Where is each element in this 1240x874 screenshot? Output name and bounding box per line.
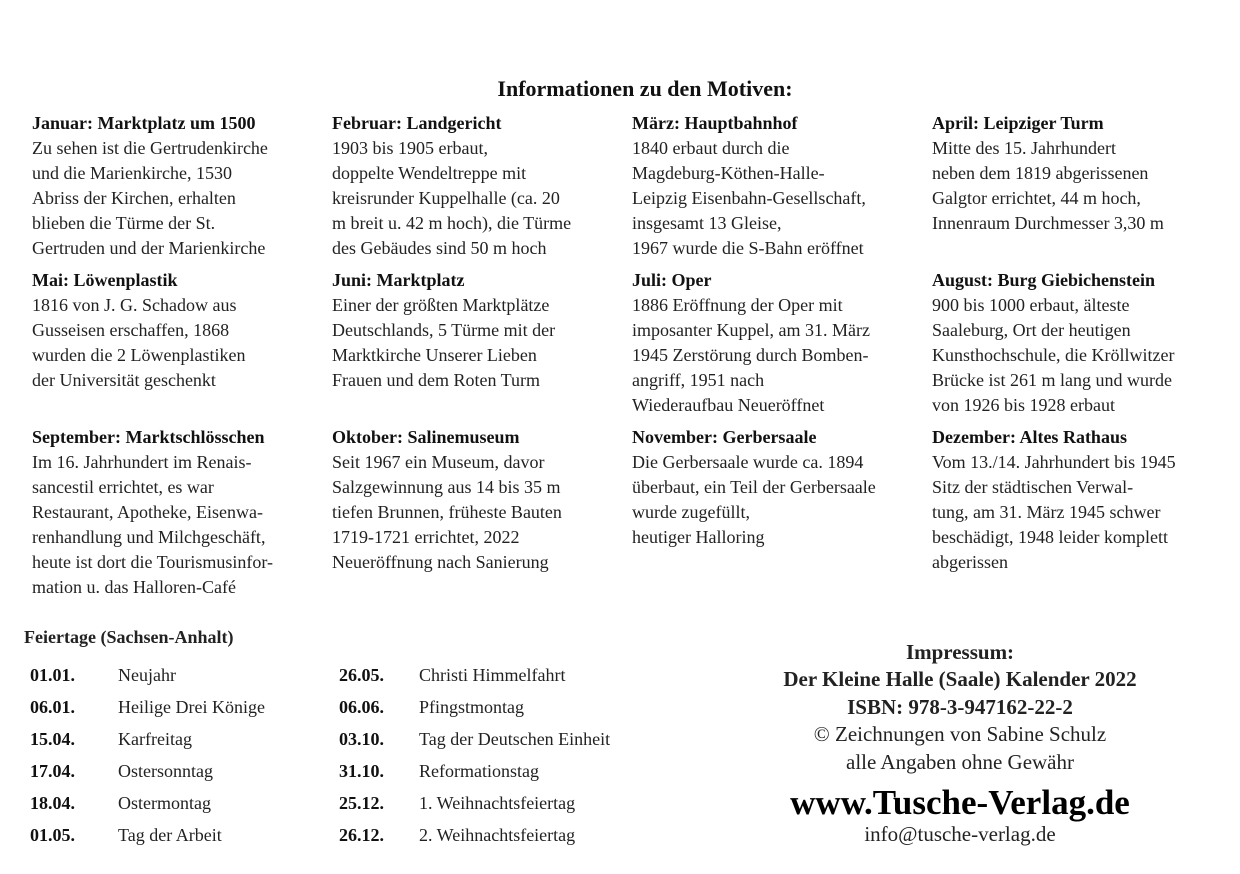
motif-heading: Mai: Löwenplastik xyxy=(32,270,178,290)
holiday-row xyxy=(339,793,575,813)
motif-description: 900 bis 1000 erbaut, älteste Saaleburg, Ort der heutigen Kunsthochschule, die Kröllwitzer Brücke ist 261 m lang und wurde von 1926 bis 1928 erbaut xyxy=(932,295,1175,415)
holiday-date: 06.01. xyxy=(30,697,75,717)
holiday-date: 26.12. xyxy=(339,825,384,845)
motif-heading: Juli: Oper xyxy=(632,270,712,290)
holiday-row xyxy=(339,697,524,717)
motif-heading: Dezember: Altes Rathaus xyxy=(932,427,1127,447)
holiday-name: Karfreitag xyxy=(118,729,192,749)
holiday-name: Tag der Arbeit xyxy=(118,825,222,845)
motif-description: Im 16. Jahrhundert im Renais- sancestil errichtet, es war Restaurant, Apotheke, Eisenwa- renhandlung und Milchgeschäft, heute ist dort die Tourismusinfor- mation u. das Halloren-Café xyxy=(32,452,274,597)
email-link[interactable]: info@tusche-verlag.de xyxy=(864,822,1056,846)
motif-description: 1840 erbaut durch die Magdeburg-Köthen-Halle- Leipzig Eisenbahn-Gesellschaft, insgesamt 13 Gleise, 1967 wurde die S-Bahn eröffnet xyxy=(632,138,866,258)
motif-description: Zu sehen ist die Gertrudenkirche und die Marienkirche, 1530 Abriss der Kirchen, erhalten blieben die Türme der St. Gertruden und der Marienkirche xyxy=(32,138,268,258)
holiday-name: Ostersonntag xyxy=(118,761,213,781)
motif-entry xyxy=(632,425,922,550)
holiday-row xyxy=(30,665,176,685)
holiday-name: Ostermontag xyxy=(118,793,211,813)
holiday-row xyxy=(339,665,565,685)
motif-description: Seit 1967 ein Museum, davor Salzgewinnung aus 14 bis 35 m tiefen Brunnen, früheste Bauten 1719-1721 errichtet, 2022 Neueröffnung nach Sanierung xyxy=(332,452,562,572)
holiday-date: 15.04. xyxy=(30,729,75,749)
motif-heading: Juni: Marktplatz xyxy=(332,270,465,290)
impressum-calendar-name: Der Kleine Halle (Saale) Kalender 2022 xyxy=(783,667,1137,691)
motif-description: 1886 Eröffnung der Oper mit imposanter Kuppel, am 31. März 1945 Zerstörung durch Bomben- angriff, 1951 nach Wiederaufbau Neueröffnet xyxy=(632,295,870,415)
motif-heading: März: Hauptbahnhof xyxy=(632,113,798,133)
holiday-name: Christi Himmelfahrt xyxy=(419,665,566,685)
motif-heading: September: Marktschlösschen xyxy=(32,427,265,447)
motif-description: Vom 13./14. Jahrhundert bis 1945 Sitz der städtischen Verwal- tung, am 31. März 1945 schwer beschädigt, 1948 leider komplett abgerissen xyxy=(932,452,1176,572)
holiday-row xyxy=(339,761,539,781)
holiday-row xyxy=(30,793,211,813)
holiday-date: 03.10. xyxy=(339,729,384,749)
holiday-name: 2. Weihnachtsfeiertag xyxy=(419,825,576,845)
motif-entry xyxy=(632,111,922,261)
motif-entry xyxy=(32,425,322,600)
holiday-date: 06.06. xyxy=(339,697,384,717)
holiday-row xyxy=(339,825,575,845)
holiday-row xyxy=(30,697,265,717)
holiday-row xyxy=(339,729,610,749)
holiday-name: Heilige Drei Könige xyxy=(118,697,265,717)
impressum-credit: © Zeichnungen von Sabine Schulz xyxy=(813,722,1107,746)
impressum-isbn: ISBN: 978-3-947162-22-2 xyxy=(847,695,1073,719)
holiday-date: 25.12. xyxy=(339,793,384,813)
holiday-date: 26.05. xyxy=(339,665,384,685)
motif-description: 1816 von J. G. Schadow aus Gusseisen erschaffen, 1868 wurden die 2 Löwenplastiken der Universität geschenkt xyxy=(32,295,246,390)
motif-entry xyxy=(32,268,322,393)
motif-heading: April: Leipziger Turm xyxy=(932,113,1104,133)
page-title: Informationen zu den Motiven: xyxy=(497,76,793,101)
motif-heading: Oktober: Salinemuseum xyxy=(332,427,520,447)
holiday-date: 31.10. xyxy=(339,761,384,781)
holiday-name: Neujahr xyxy=(118,665,176,685)
motif-entry xyxy=(332,268,622,393)
impressum-title: Impressum: xyxy=(905,640,1015,664)
motif-entry xyxy=(332,111,622,261)
holiday-name: Reformationstag xyxy=(419,761,539,781)
motif-entry xyxy=(932,111,1222,236)
motif-heading: August: Burg Giebichenstein xyxy=(932,270,1156,290)
motif-heading: November: Gerbersaale xyxy=(632,427,817,447)
holiday-name: 1. Weihnachtsfeiertag xyxy=(419,793,576,813)
holiday-row xyxy=(30,761,213,781)
motif-entry xyxy=(632,268,922,418)
holiday-date: 01.05. xyxy=(30,825,75,845)
holidays-title: Feiertage (Sachsen-Anhalt) xyxy=(24,627,234,647)
holiday-row xyxy=(30,729,192,749)
impressum-disclaimer: alle Angaben ohne Gewähr xyxy=(846,750,1074,774)
holiday-date: 01.01. xyxy=(30,665,75,685)
holiday-row xyxy=(30,825,222,845)
motif-description: Mitte des 15. Jahrhundert neben dem 1819 abgerissenen Galgtor errichtet, 44 m hoch, Innenraum Durchmesser 3,30 m xyxy=(932,138,1164,233)
motif-description: 1903 bis 1905 erbaut, doppelte Wendeltreppe mit kreisrunder Kuppelhalle (ca. 20 m breit u. 42 m hoch), die Türme des Gebäudes sind 50 m hoch xyxy=(332,138,572,258)
motif-heading: Januar: Marktplatz um 1500 xyxy=(32,113,256,133)
motif-entry xyxy=(32,111,322,261)
motif-entry xyxy=(932,425,1222,575)
holiday-name: Tag der Deutschen Einheit xyxy=(419,729,611,749)
holiday-name: Pfingstmontag xyxy=(419,697,525,717)
motif-description: Einer der größten Marktplätze Deutschlands, 5 Türme mit der Marktkirche Unserer Lieben Frauen und dem Roten Turm xyxy=(332,295,556,390)
holiday-date: 17.04. xyxy=(30,761,75,781)
motif-description: Die Gerbersaale wurde ca. 1894 überbaut, ein Teil der Gerbersaale wurde zugefüllt, heutiger Halloring xyxy=(632,452,876,547)
holiday-date: 18.04. xyxy=(30,793,75,813)
motif-heading: Februar: Landgericht xyxy=(332,113,502,133)
motif-entry xyxy=(332,425,622,575)
website-link[interactable]: www.Tusche-Verlag.de xyxy=(790,783,1130,822)
motif-entry xyxy=(932,268,1222,418)
